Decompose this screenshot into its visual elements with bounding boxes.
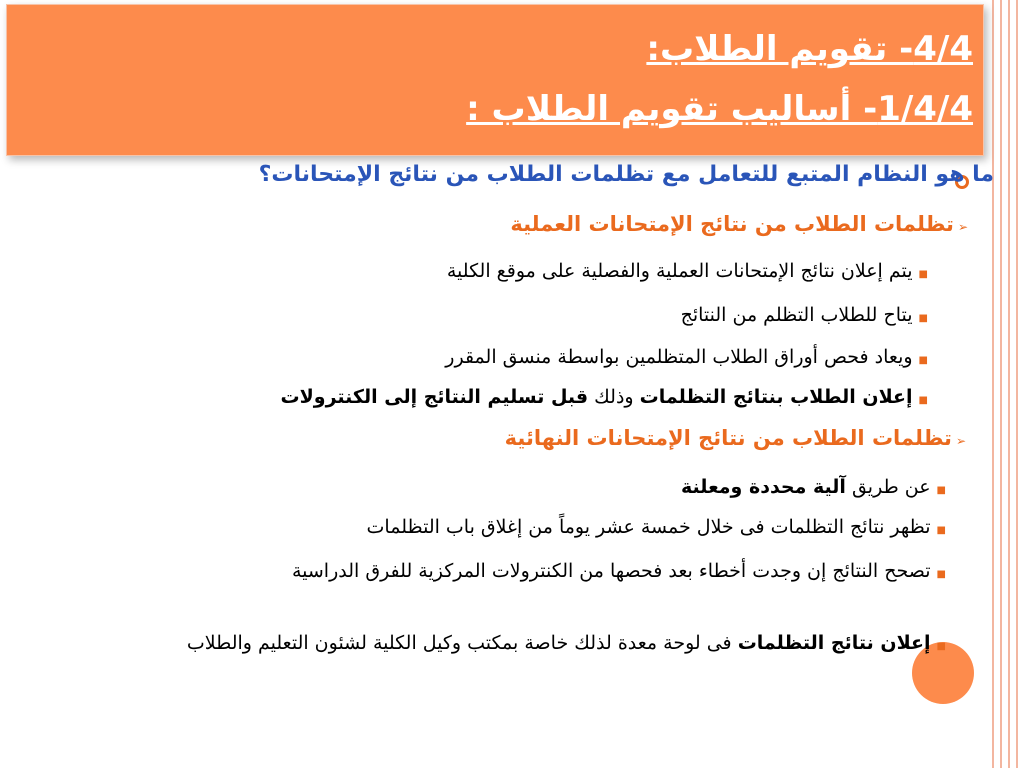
list-item-text: تظهر نتائج التظلمات فى خلال خمسة عشر يوماً من إغلاق باب التظلمات [366,516,931,538]
question-text: ما هو النظام المتبع للتعامل مع تظلمات الطلاب من نتائج الإمتحانات؟ [258,162,994,187]
decorative-stripe [1008,0,1010,768]
list-item [22,474,946,504]
list-item-text: يتم إعلان نتائج الإمتحانات العملية والفصلية على موقع الكلية [446,260,913,282]
list-item [22,514,946,544]
square-bullet-icon: ■ [936,569,946,580]
decorative-stripe [992,0,994,768]
decorative-stripe [1016,0,1018,768]
list-item-bold-text: إعلان الطلاب بنتائج التظلمات [639,386,913,408]
square-bullet-icon: ■ [936,641,946,652]
arrow-bullet-icon: ➢ [957,220,968,234]
decorative-stripe [1000,0,1002,768]
list-item-bold-text: إعلان نتائج التظلمات [737,632,931,654]
section2-heading [22,426,966,450]
question-line [22,162,994,187]
section1-heading-text: تظلمات الطلاب من نتائج الإمتحانات العملية [510,212,954,236]
section2-heading-text: تظلمات الطلاب من نتائج الإمتحانات النهائية [504,426,952,450]
list-item-text: وذلك [588,386,640,408]
list-item [22,344,928,374]
list-item-text: فى لوحة معدة لذلك خاصة بمكتب وكيل الكلية لشئون التعليم والطلاب [186,632,738,654]
square-bullet-icon: ■ [918,355,928,366]
list-item-text: تصحح النتائج إن وجدت أخطاء بعد فحصها من الكنترولات المركزية للفرق الدراسية [291,560,931,582]
slide-title: 4/4- تقويم الطلاب: [646,29,973,69]
square-bullet-icon: ■ [936,525,946,536]
section1-heading [22,212,968,236]
list-item-text: عن طريق [845,476,931,498]
list-item [22,630,946,660]
arrow-bullet-icon: ➢ [955,434,966,448]
list-item [22,302,928,332]
list-item-bold-text: قبل تسليم النتائج إلى الكنترولات [280,386,589,408]
slide-subtitle: 1/4/4- أساليب تقويم الطلاب : [466,89,973,129]
list-item-text: يتاح للطلاب التظلم من النتائج [680,304,913,326]
square-bullet-icon: ■ [936,485,946,496]
square-bullet-icon: ■ [918,269,928,280]
list-item [22,558,946,588]
list-item-bold-text: آلية محددة ومعلنة [681,476,846,498]
list-item [22,258,928,288]
list-item [22,384,928,414]
square-bullet-icon: ■ [918,313,928,324]
list-item-text: ويعاد فحص أوراق الطلاب المتظلمين بواسطة منسق المقرر [445,346,913,368]
title-banner [6,4,984,156]
square-bullet-icon: ■ [918,395,928,406]
